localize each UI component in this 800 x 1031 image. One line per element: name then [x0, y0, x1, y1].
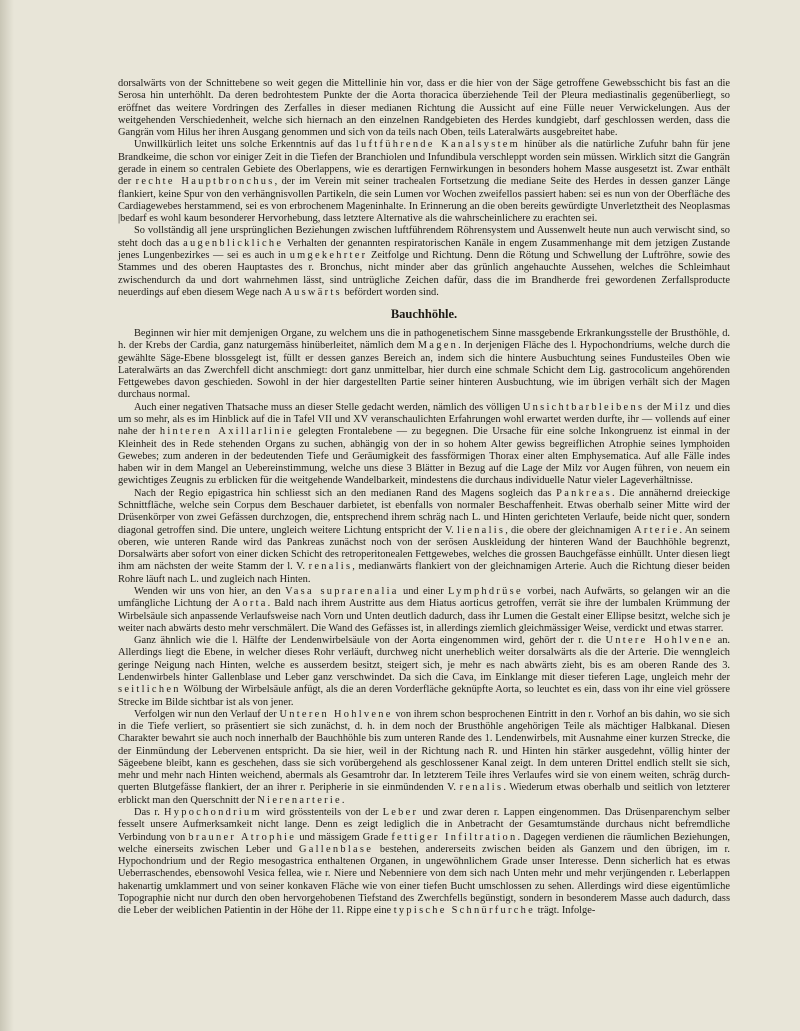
text-run: trägt. Infolge-	[535, 905, 596, 917]
emphasized-text: augenblickliche	[183, 237, 284, 249]
emphasized-text: seitlichen	[118, 684, 181, 696]
text-run: . In derjenigen Fläche des l. Hypochondriums, welche durch die gewählte Säge-Ebene blossgelegt ist, füllt er dessen ganzes Bereich an, indem sich die hintere Ausbuchtung seines Fundusteiles Oben wie Lateralwärts an das Zwerchfell dicht anschmiegt: dort ganz unmittelbar, hier durch eine schmale Schicht dem Lig. gastrocolicum angehörenden Fettgewebes davon geschieden. Sowohl in der hier dargestellten Partie seiner hinteren Ausbuchtung, wie im übrigen verhält sich der Magen durchaus normal.	[118, 340, 730, 401]
paragraph	[118, 225, 730, 299]
emphasized-text: Auswärts	[284, 286, 342, 298]
emphasized-text: Leber	[382, 807, 419, 819]
text-run: vorbei, nach Aufwärts, so gelangen wir an die umfängliche Lichtung der	[118, 585, 730, 610]
text-run: Auch einer negativen Thatsache muss an dieser Stelle gedacht werden, nämlich des völligen	[134, 401, 523, 413]
emphasized-text: Magen	[417, 340, 459, 352]
text-run: Ganz ähnlich wie die l. Hälfte der Lendenwirbelsäule von der Aorta eingenommen wird, gehört der r. die	[134, 635, 606, 647]
page-binding-edge	[0, 0, 14, 1031]
text-run: hinüber als die natürliche Zufuhr bahn für jene Brandkeime, die schon vor einiger Zeit in die Tiefen der Branchiolen und Infundibula verschleppt worden sein müssen. Wirklich sitzt die Gangrän gerade in einem so centralen Gebiete des Oberlappens, wie es derartigen Fernwirkungen in besonders hohem Masse ausgesetzt ist. Zwar enthält der	[118, 139, 730, 188]
text-run: bestehen, andererseits zwischen beiden als Ganzem und den übrigen, im r. Hypochondrium und der Regio mesogastrica enthaltenen Organen, in ungewöhnlichem Grade unser Interesse. Denn sicherlich hat es etwas Ueberraschendes, ebensowohl Vesica fellea, wie r. Niere und Nebenniere von dem sich nach Unten mehr und mehr verjüngenden r. Leberlappen hakenartig umklammert und von seiner konkaven Fläche wie von einer tiefen Bucht umschlossen zu sehen. Allerdings wird diese eigentümliche Topographie nicht nur durch den oben hervorgehobenen Tiefstand des Zwerchfells begünstigt, sondern in besonderem Masse auch dadurch, dass die Leber der weiblichen Patientin in der Höhe der 11. Rippe eine	[118, 843, 730, 917]
paragraph	[118, 488, 730, 586]
text-run: So vollständig all jene ursprünglichen Beziehungen zwischen luftführendem Röhrensystem und Aussenwelt heute nun auch verwischt sind, so steht doch das	[118, 225, 730, 249]
emphasized-text: Gallenblase	[298, 843, 374, 855]
text-run: Wenden wir uns von hier, an den	[134, 585, 286, 597]
emphasized-text: lienalis	[456, 524, 506, 536]
emphasized-text: hinteren Axillarlinie	[159, 426, 294, 438]
emphasized-text: Arterie	[634, 524, 680, 536]
paragraph	[118, 709, 730, 807]
text-run: .	[341, 794, 345, 806]
text-run: befördert worden sind.	[341, 286, 439, 298]
section-heading: Bauchhöhle.	[390, 307, 458, 322]
text-run: gelegten Frontalebene — zu begegnen. Die Ursache für eine solche Inkongruenz ist einmal in der Kleinheit des in Rede stehenden Organs zu suchen, abhängig von der in so hohem Alter gewiss begreiflichen Atrophie seines lymphoiden Gewebes; zum anderen in der bedeutenden Tiefe und Geräumigkeit des fassförmigen Thorax einer alten Emphysematica. Auf alle Fälle indes haben wir in dem Mangel an Uebereinstimmung, welche uns diese 3 Blätter in Bezug auf die Lage der Milz vor Augen führen, von neuem ein gewichtiges Zeugnis zu erblicken für die weitgehende Wandelbarkeit, mindestens die durchaus individuelle Natur vieler Lageverhältnisse.	[118, 426, 731, 487]
emphasized-text: Nierenarterie	[257, 794, 342, 806]
text-run: Verhalten der genannten respiratorischen Kanäle in engem Zusammenhange mit dem jetzigen Zustande jenes Lungenbezirkes — sei es auch in	[118, 237, 730, 261]
paragraphs-before-heading	[118, 78, 730, 299]
emphasized-text: typische Schnürfurche	[393, 905, 535, 917]
emphasized-text: Milz	[663, 401, 692, 413]
emphasized-text: Unsichtbarbleibens	[522, 401, 645, 413]
text-run: , medianwärts flankiert von der gleichnamigen Arterie. Auch die Richtung dieser beiden Rohre läuft nach L. und zugleich nach Hinten.	[118, 561, 730, 585]
text-run: . An seinem oberen, wie unteren Rande wird das Pankreas zunächst noch von der serösen Auskleidung der hinteren Wand der Bauchhöhle begrenzt, Dorsalwärts aber sofort von einer dicken Schicht des retroperitonealen Fettgewebes, welches die grossen Bauchgefässe einhüllt. Unter diesen liegt ihm am nächsten der weite Stamm der l. V.	[118, 524, 731, 573]
text-run: , der im Verein mit seiner trachealen Fortsetzung die mediane Seite des Herdes in dessen ganzer Länge flankiert, keine Spur von den verhängnisvollen Partikeln, die sein Lumen vor Wochen zweifellos passiert haben: sei es nun von der Oberfläche des Cardiagewebes herstammend, sei es von erbrochenem Mageninhalte. In Erinnerung an die oben bereits gewürdigte Unverletztheit des Neoplasmas |bedarf es wohl kaum besonderer Hervorhebung, dass letztere Alternative als die wahrscheinlichere zu erachten sei.	[118, 176, 730, 225]
emphasized-text: Pankreas	[556, 487, 612, 499]
text-run: Zeitfolge und Richtung. Denn die Rötung und Schwellung der Luftröhre, sowie des Stammes und des oberen Hauptastes des r. Bronchus, nicht minder aber das grünlich angehauchte Aussehen, welches die Schleimhaut zwischendurch da und dort wahrnehmen lässt, sind untrügliche Zeichen dafür, dass die im Brandherde frei gewordenen Zerfallsproducte neuerdings auf eben diesem Wege nach	[118, 249, 730, 298]
paragraph	[118, 328, 730, 402]
body-text	[118, 78, 730, 918]
emphasized-text: Untere Hohlvene	[605, 635, 714, 647]
emphasized-text: Hypochondrium	[164, 807, 262, 819]
emphasized-text: fettiger Infiltration	[391, 831, 518, 843]
text-run: . Wiederum etwas oberhalb und seitlich von letzterer erblickt man den Querschnitt der	[118, 782, 730, 806]
emphasized-text: Aorta	[232, 598, 268, 610]
text-run: an. Allerdings liegt die Ebene, in welcher dieses Rohr verläuft, durchweg nicht unerheblich weiter dorsalwärts als die der Arterie. Die wenngleich geringe Neigung nach Hinten, welche es ausserdem besitzt, steigert sich, je mehr es nach abwärts zieht, bis es am oberen Rande des 3. Lendenwirbels hinter Gallenblase und Leber ganz verschwindet. Da sich die Cava, im Einklange mit dieser tieferen Lage, ungleich mehr der	[118, 635, 730, 683]
text-run: und mässigem Grade	[296, 831, 392, 843]
emphasized-text: renalis	[308, 561, 353, 573]
text-run: Nach der Regio epigastrica hin schliesst sich an den medianen Rand des Magens sogleich das	[134, 487, 557, 499]
emphasized-text: umgekehrter	[289, 249, 368, 261]
paragraph	[118, 139, 730, 225]
text-run: dorsalwärts von der Schnittebene so weit gegen die Mittellinie hin vor, dass er die hier von der Säge getroffene Gewebsschicht bis fast an die Serosa hin unterhöhlt. Da deren bedrohtestem Punkte der die Aorta thoracica überziehende Teil der Pleura mediastinalis gegenüberliegt, so eröffnet das weitere Vordringen des Zerfalles in dieser medianen Richtung die Aussicht auf eine Fülle neuer Verwickelungen. Aus der weitgehenden Verschiedenheit, welche sich hiernach an den einzelnen Randgebieten des Herdes kundgiebt, darf geschlossen werden, dass die Gangrän vom Hilus her ihren Ausgang genommen und sich von da teils nach Oben, teils Lateralwärts ausgebreitet habe.	[118, 78, 730, 139]
text-run: und dies um so mehr, als es im Hinblick auf die in Tafel VII und XV veranschaulichten Erfahrungen wohl erwartet werden durfte, ihr — vollends auf einer nahe der	[118, 401, 730, 438]
emphasized-text: rechte Hauptbronchus	[135, 176, 275, 188]
paragraphs-after-heading	[118, 328, 730, 918]
text-run: , die obere der gleichnamigen	[505, 524, 635, 536]
emphasized-text: luftführende Kanalsystem	[355, 139, 521, 151]
text-run: von ihrem schon besprochenen Eintritt in den r. Vorhof an bis dahin, wo sie sich in die Tiefe verliert, so präsentiert sie sich zunächst, d. h. in dem noch der Brusthöhle angehörigen Teile als mächtiger Halbkanal. Diesen Charakter bewahrt sie auch noch innerhalb der Bauchhöhle bis zum unteren Rande des 1. Lendenwirbels, mit Ausnahme einer kurzen Strecke, die der Einmündung der Lebervenen entspricht. Da sie hier, weil in der Richtung nach R. und Hinten hin stärker ausgedehnt, völlig hinter der Sägeebene bleibt, kann es geschehen, dass sie sich vorübergehend als geschlossener Kanal zeigt. In dem unteren Drittel endlich stellt sie sich, mehr und mehr nach Hinten weichend, abermals als Gesamtrohr dar. In letzterem Teile ihres Verlaufes wird sie von einem weiten, schräg durchquerten Blutgefässe flankiert, der an ihrer r. Peripherie in sie einmündenden V.	[118, 708, 731, 794]
paragraph	[118, 402, 730, 488]
text-run: . Dagegen verdienen die räumlichen Beziehungen, welche einerseits zwischen Leber und	[118, 831, 730, 855]
paragraph	[118, 586, 730, 635]
emphasized-text: renalis	[459, 782, 504, 794]
paragraph	[118, 635, 730, 709]
text-run: und einer	[398, 585, 449, 597]
emphasized-text: Lymphdrüse	[448, 585, 523, 597]
text-run: . Die annähernd dreieckige Schnittfläche, welche sein Corpus dem Beschauer darbietet, ist ebenfalls von normaler Beschaffenheit. Etwas oberhalb seiner Mitte wird der Drüsenkörper von zwei Gefässen durchzogen, die, entsprechend ihrem schräg nach L. und Hinten gerichteten Verlaufe, beide nicht quer, sondern diagonal getroffen sind. Die untere, ungleich weitere Lichtung entspricht der V.	[118, 487, 730, 536]
text-run: Das r.	[134, 807, 165, 819]
text-run: und zwar deren r. Lappen eingenommen. Das Drüsenparenchym selber fesselt unsere Aufmerksamkeit nicht lange. Denn es zeigt lediglich die in Anbetracht der Gesamtumstände durchaus nicht befremdliche Verbindung von	[118, 807, 731, 843]
text-run: Unwillkürlich leitet uns solche Erkenntnis auf das	[134, 139, 356, 151]
emphasized-text: Vasa suprarenalia	[285, 585, 399, 597]
paragraph	[118, 807, 730, 918]
text-run: der	[644, 401, 664, 413]
text-run: wird grösstenteils von der	[261, 807, 383, 819]
text-run: Beginnen wir hier mit demjenigen Organe, zu welchem uns die in pathogenetischem Sinne massgebende Erkrankungsstelle der Brusthöhle, d. h. der Krebs der Cardia, ganz naturgemäss hinüberleitet, nämlich dem	[118, 328, 730, 352]
emphasized-text: brauner Atrophie	[188, 831, 297, 843]
emphasized-text: Unteren Hohlvene	[279, 708, 393, 720]
text-run: Wölbung der Wirbelsäule anfügt, als die an deren Vorderfläche geknüpfte Aorta, so leuchtet es ein, dass von ihr eine viel grössere Strecke im Bilde sichtbar ist als von jener.	[118, 684, 730, 708]
text-run: . Bald nach ihrem Austritte aus dem Hiatus aorticus getroffen, verrät sie ihre der lumbalen Krümmung der Wirbelsäule sich anpassende Verlaufsweise nach Vorn und Unten deutlich dadurch, dass ihr Lumen die Gestalt einer Ellipse besitzt, welche sich je weiter nach abwärts desto mehr verschmälert. Die Wand des Gefässes ist, in allerdings ziemlich gleichmässiger Weise, verdickt und etwas starrer.	[118, 598, 730, 634]
text-run: Verfolgen wir nun den Verlauf der	[134, 708, 280, 720]
paragraph	[118, 78, 730, 139]
